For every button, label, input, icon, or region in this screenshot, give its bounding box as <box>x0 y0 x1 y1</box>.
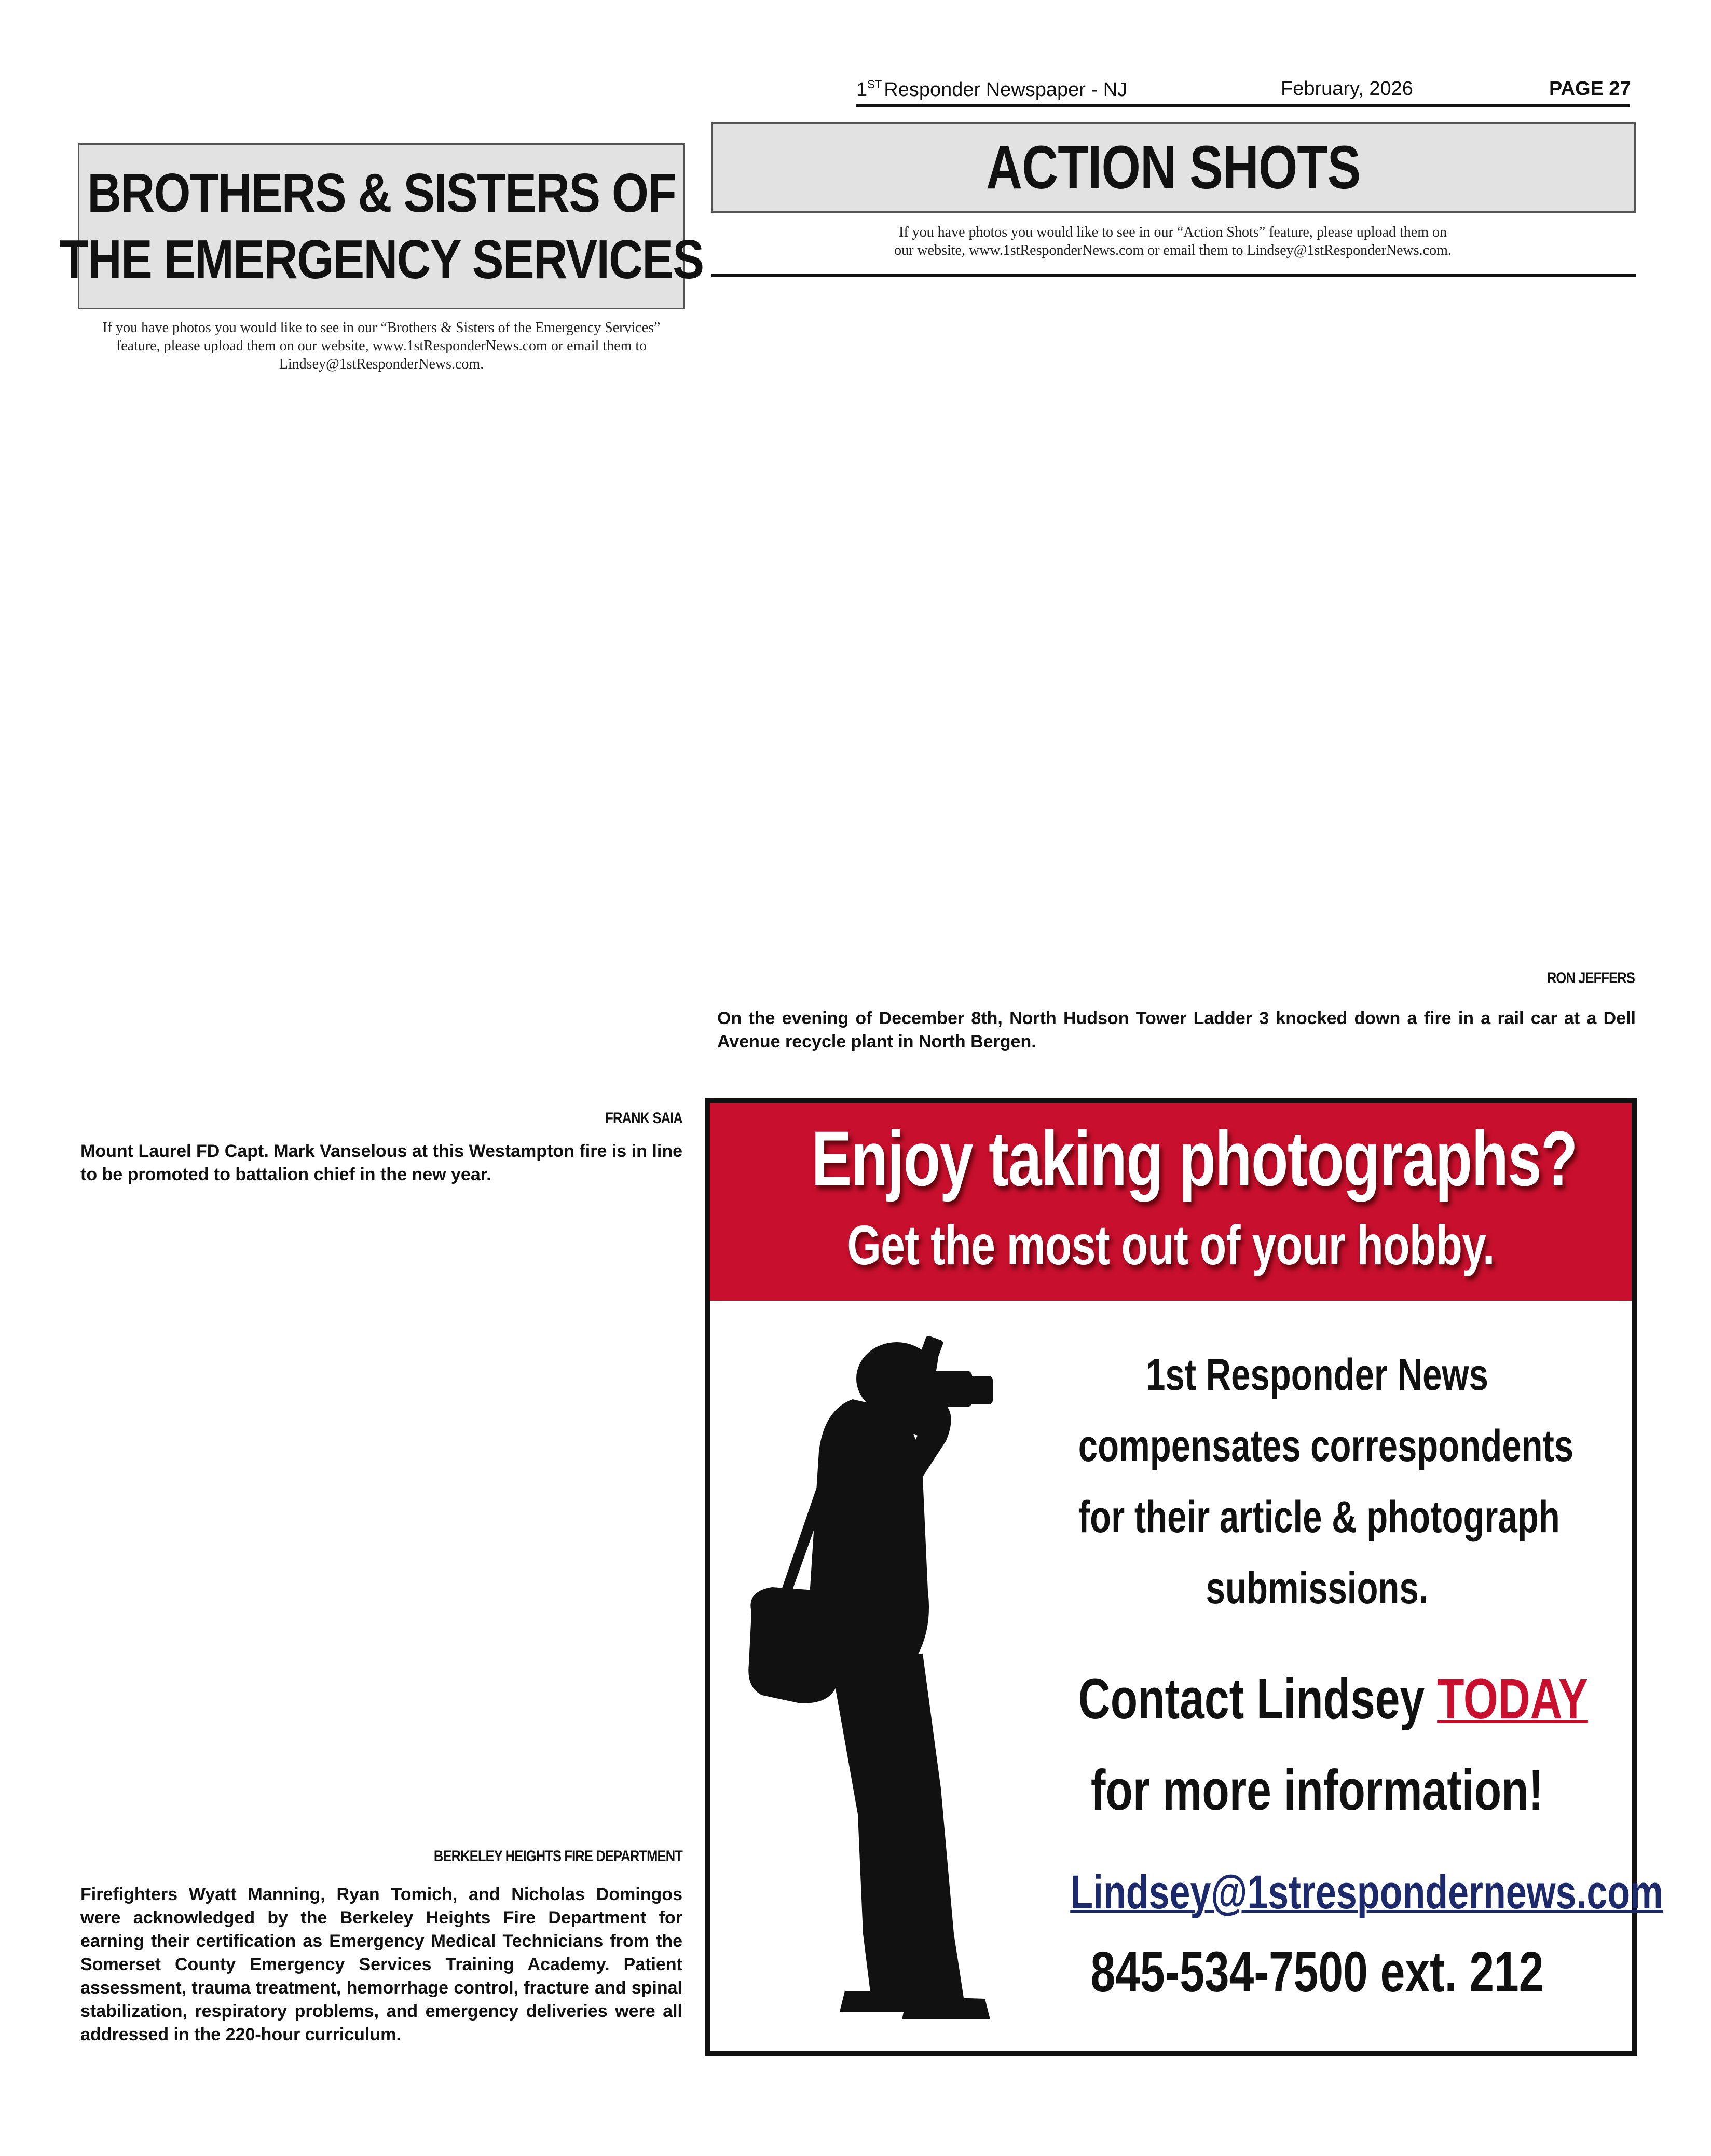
ad-headline-band <box>710 1103 1632 1301</box>
ad-contact-today: TODAY <box>1437 1667 1588 1731</box>
correspondent-advertisement <box>705 1098 1663 2056</box>
photo-credit-berkeley-heights: BERKELEY HEIGHTS FIRE DEPARTMENT <box>433 1848 682 1865</box>
photographer-silhouette-icon <box>741 1321 1011 2038</box>
brothers-sisters-title-line2: THE EMERGENCY SERVICES <box>59 229 704 290</box>
ad-phone-number: 845-534-7500 ext. 212 <box>1090 1940 1544 2004</box>
brothers-sisters-title-box <box>59 143 704 309</box>
photo-credit-frank-saia: FRANK SAIA <box>605 1110 682 1127</box>
ad-email-link[interactable]: Lindsey@1strespondernews.com <box>1070 1866 1663 1919</box>
brothers-sisters-intro-line1: If you have photos you would like to see in our “Brothers & Sisters of the Emergency Services” <box>102 320 661 336</box>
ad-contact-callout <box>1011 1654 1623 1836</box>
ad-body-line4: submissions. <box>1206 1563 1429 1613</box>
issue-date: February, 2026 <box>1281 78 1413 100</box>
photo-caption-berkeley-heights: Firefighters Wyatt Manning, Ryan Tomich, and Nicholas Domingos were acknowledged by the Berkeley Heights Fire Department for earning their certification as Emergency Medical Technicians from the Somerset County Emergency Services Training Academy. Patient assessment, trauma treatment, hemorrhage control, fracture and spinal stabilization, respiratory problems, and emergency deliveries were all addressed in the 220-hour curriculum. <box>80 1885 682 2044</box>
ad-body-line1: 1st Responder News <box>1146 1350 1488 1400</box>
brothers-sisters-intro-line2: feature, please upload them on our website, www.1stResponderNews.com or email them to <box>116 338 647 354</box>
brothers-sisters-title-line1: BROTHERS & SISTERS OF <box>87 162 676 224</box>
ad-body <box>1011 1340 1623 1624</box>
brothers-sisters-intro-line3: Lindsey@1stResponderNews.com. <box>279 356 484 372</box>
brothers-sisters-title <box>60 160 703 293</box>
newspaper-name <box>856 78 1127 101</box>
newspaper-name-superscript: ST <box>867 78 882 91</box>
newspaper-name-prefix: 1 <box>856 79 868 101</box>
photo-caption-north-hudson: On the evening of December 8th, North Hudson Tower Ladder 3 knocked down a fire in a rail car at a Dell Avenue recycle plant in North Bergen. <box>717 1008 1636 1052</box>
photo-caption-mount-laurel: Mount Laurel FD Capt. Mark Vanselous at this Westampton fire is in line to be promoted to battalion chief in the new year. <box>80 1141 682 1184</box>
action-shots-title-box <box>711 122 1636 213</box>
ad-body-line3: for their article & photograph <box>1078 1492 1560 1542</box>
photo-credit-ron-jeffers: RON JEFFERS <box>1546 970 1635 987</box>
action-shots-intro-line1: If you have photos you would like to see in our “Action Shots” feature, please upload them on <box>899 224 1447 240</box>
ad-contact-line1 <box>1078 1654 1588 1745</box>
ad-body-line2: compensates correspondents <box>1078 1421 1574 1471</box>
newspaper-name-text: Responder Newspaper - NJ <box>884 79 1128 101</box>
action-shots-intro-line2: our website, www.1stResponderNews.com or email them to Lindsey@1stResponderNews.com. <box>894 242 1452 258</box>
page-number: PAGE 27 <box>1549 78 1631 100</box>
brothers-sisters-intro <box>83 319 680 373</box>
header-rule <box>856 104 1630 107</box>
ad-contact-prefix: Contact Lindsey <box>1078 1667 1438 1731</box>
ad-subheadline: Get the most out of your hobby. <box>847 1213 1495 1276</box>
action-shots-title: ACTION SHOTS <box>986 133 1361 202</box>
ad-headline: Enjoy taking photographs? <box>811 1115 1577 1202</box>
action-shots-intro <box>810 223 1536 260</box>
ad-contact-line2: for more information! <box>1090 1758 1544 1822</box>
action-shots-rule <box>711 274 1636 277</box>
